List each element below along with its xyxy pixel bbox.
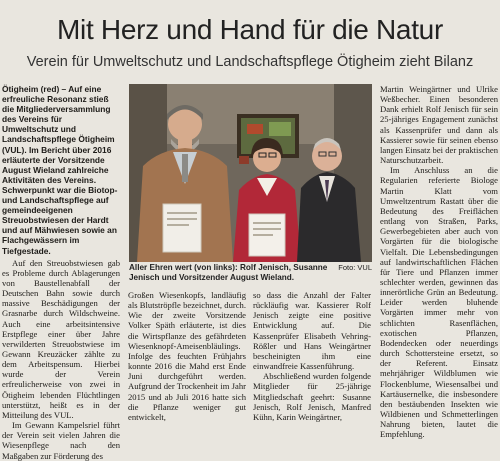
article-paragraph: so dass die Anzahl der Falter rückläufig war. Kassierer Rolf Jenisch zeigte eine positive Entwicklung auf. Die Kassenprüfer Elisabeth Vehring-Rößler und Hans Weingärtner bescheinigten ihm eine einwandfreie Kassenführung.: [253, 290, 371, 372]
article-lead-paragraph: Ötigheim (red) – Auf eine erfreuliche Resonanz stieß die Mitgliederversammlung des Vereins für Umweltschutz und Landschaftspflege Ötigheim (VUL). Im Bericht über 2016 erläuterte der Vorsitzende August Wieland zahlreiche Aktivitäten des Vereins. Schwerpunkt war die Biotop- und Landschaftspflege auf gemeindeeigenen Streuobstwiesen der Hardt und auf Mähwiesen sowie an Flachgewässern im Tiefgestade.: [2, 84, 118, 256]
photo-caption-text: Aller Ehren wert (von links): Rolf Jenisch, Susanne Jenisch und Vorsitzender August Wieland.: [129, 263, 328, 282]
article-column-4: [380, 84, 498, 438]
photo-caption: [129, 263, 372, 287]
article-paragraph: Im Anschluss an die Regularien referierte Biologe Martin Klatt vom Umweltzentrum Rastatt über die Bedeutung des Freiflächen entlang von Straßen, Parks, Gewerbegebieten aber auch von Vorgärten für die biologische Vielfalt. Die Lebensbedingungen auf landwirtschaftlichen Flächen für Tiere und Pflanzen immer schlechter werden, gewinnen das innerörtliche Grün an Bedeutung. Leider werden bluhende Vorgärten immer mehr von schlichten Rasenflächen, exotischen Pflanzen, Bodendecken oder neuerdings durch Schottersteine ersetzt, so der Referent. Einsatz mehrjähriger Wildblumen wie Flockenblume, Wiesensalbei und Kartäusernelke, die insbesondere den bestäubenden Insekten wie Wildbienen und Schmetterlingen Nahrung bieten, lautet die Empfehlung.: [380, 165, 498, 440]
article-subheadline: Verein für Umweltschutz und Landschaftspflege Ötigheim zieht Bilanz: [26, 54, 474, 70]
article-column-3: [253, 290, 371, 438]
article-paragraph: Abschließend wurden folgende Mitglieder für 25-jährige Mitgliedschaft geehrt: Susanne Jenisch, Rolf Jenisch, Manfred Kühn, Karin Weingärtner,: [253, 371, 371, 422]
article-column-2: [128, 290, 246, 438]
article-column-1: [2, 84, 120, 461]
article-paragraph: Auf den Streuobstwiesen gab es Probleme durch Ablagerungen von Baustellenabfall der Deutschen Bahn sowie durch massive Beschädigungen der Grasnarbe durch Wildschweine. Auch eine arbeitsintensive Erstpflege einer über Jahre verwilderten Streuobstwiese im Gewann Kreuzäcker zählte zu dem Arbeitspensum. Hierbei wurde der Verein erfreulicherweise von zwei in Ötigheim lebenden Flüchtlingen unterstützt, heißt es in der Mitteilung des VUL.: [2, 257, 120, 420]
article-photo: [129, 84, 372, 262]
article-paragraph: Großen Wiesenkopfs, landläufig als Blutströpfle bezeichnet, durch. Wie der zweite Vorsitzende Volker Späth erläuterte, ist dies die Wirtspflanze des gefährdeten Wiesenknopf-Ameisenbläulings. Infolge des feuchten Frühjahrs konnte 2016 die Mahd erst Ende Juni durchgeführt werden. Aufgrund der Trockenheit im Jahr 2015 und ab Juli 2016 hatte sich die Pflanze weniger gut entwickelt,: [128, 290, 246, 422]
article-headline: Mit Herz und Hand für die Natur: [57, 14, 443, 45]
article-paragraph: Martin Weingärtner und Ulrike Weßbecher. Einen besonderen Dank erhielt Rolf Jenisch für sein 25-jähriges Engagement zunächst als Kassenprüfer und dann als Kassierer sowie für seinen ebenso langen Einsatz bei der praktischen Naturschutzarbeit.: [380, 84, 498, 166]
photo-credit: Foto: VUL: [338, 263, 372, 272]
article-paragraph: Im Gewann Kampelsriel führt der Verein seit vielen Jahren die Wiesenpflege nach den Maßgaben zur Förderung des: [2, 420, 120, 461]
